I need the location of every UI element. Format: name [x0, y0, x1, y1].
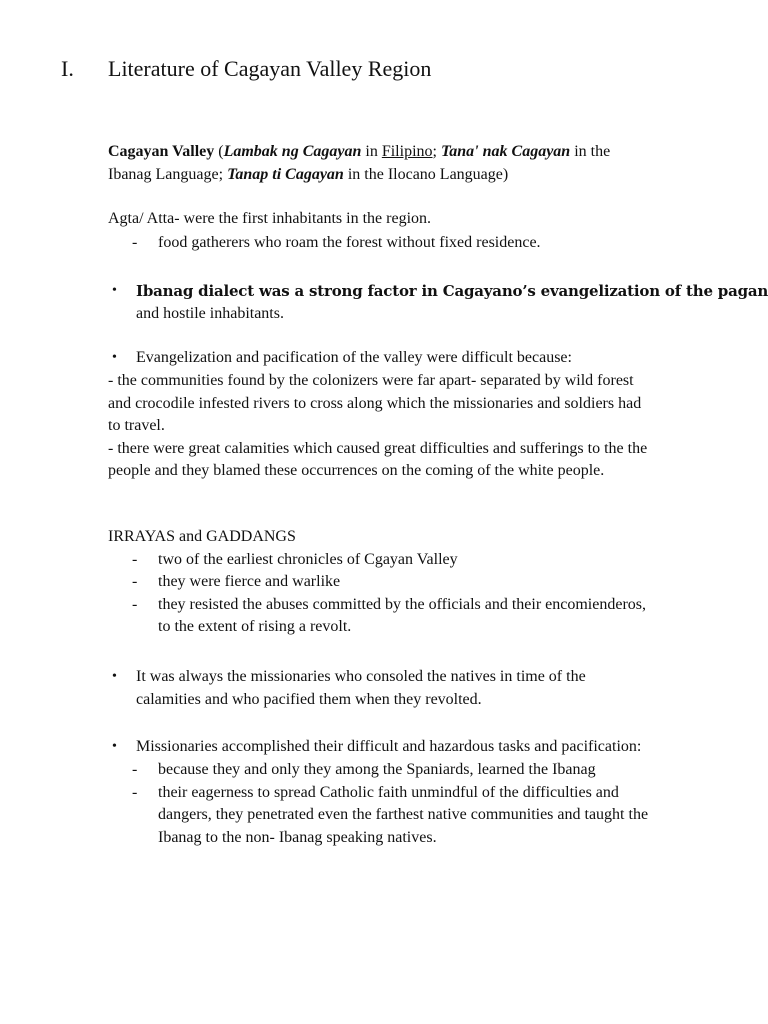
missionaries-item-text: dangers, they penetrated even the farthest native communities and taught the: [158, 806, 649, 823]
agta-item-text: food gatherers who roam the forest without fixed residence.: [158, 233, 541, 251]
dash-marker: -: [132, 573, 138, 590]
dash-marker: -: [132, 595, 138, 613]
detail-1-line-3: to travel.: [108, 417, 165, 434]
detail-1-line-2: and crocodile infested rivers to cross along which the missionaries and soldiers had: [108, 394, 642, 412]
ilocano-name: Tanap ti Cagayan: [227, 165, 344, 183]
missionaries-item-text: their eagerness to spread Catholic faith unmindful of the difficulties and: [158, 783, 619, 801]
bullet-marker: •: [112, 669, 117, 684]
missionaries-item: [108, 759, 708, 782]
agta-dash-item: [108, 232, 708, 255]
missionaries-item-text: Ibanag to the non- Ibanag speaking natives.: [158, 828, 437, 846]
agta-section: [108, 208, 708, 254]
section-heading: [61, 55, 431, 83]
bullet3-line-2: calamities and who pacified them when they revolted.: [136, 690, 482, 708]
bullet2-line-1: Evangelization and pacification of the valley were difficult because:: [136, 349, 572, 366]
bullet-marker: •: [112, 283, 117, 298]
filipino-name: Lambak ng Cagayan: [223, 143, 362, 160]
bullet3-line-1: It was always the missionaries who consoled the natives in time of the: [136, 668, 586, 685]
bullet1-line-2: and hostile inhabitants.: [136, 304, 284, 322]
dash-marker: -: [132, 550, 138, 568]
intro-line-2: [108, 164, 708, 187]
missionaries-details: [108, 759, 708, 849]
dash-marker: -: [132, 783, 138, 801]
bullet4-line-1: Missionaries accomplished their difficult and hazardous tasks and pacification:: [136, 738, 642, 755]
dash-marker: -: [132, 233, 138, 251]
irrayas-item: [108, 549, 708, 572]
irrayas-heading: IRRAYAS and GADDANGS: [108, 528, 296, 545]
irrayas-item-text: they resisted the abuses committed by the officials and their encomienderos,: [158, 595, 647, 613]
bullet-evangelization: [108, 347, 708, 370]
intro-paren: (: [214, 143, 224, 160]
irrayas-item-text: two of the earliest chronicles of Cgayan Valley: [158, 550, 458, 568]
detail-2-line-2: people and they blamed these occurrences on the coming of the white people.: [108, 462, 605, 479]
intro-in-the: in the: [570, 143, 611, 160]
bullet-marker: •: [112, 350, 117, 365]
intro-term: Cagayan Valley: [108, 143, 215, 160]
detail-2-line-1: - there were great calamities which caused great difficulties and sufferings to the the: [108, 439, 648, 457]
intro-line-1: [108, 141, 708, 164]
bullet-missionaries-accomplished: [108, 736, 708, 759]
irrayas-item-text: to the extent of rising a revolt.: [158, 618, 352, 635]
bullet1-line-1: Ibanag dialect was a strong factor in Cagayano’s evangelization of the pagan: [136, 282, 768, 300]
intro-in: in: [361, 143, 382, 160]
ibanag-name: Tana' nak Cagayan: [440, 143, 571, 160]
detail-1-line-1: - the communities found by the colonizers were far apart- separated by wild forest: [108, 372, 634, 389]
section-title: Literature of Cagayan Valley Region: [108, 56, 432, 81]
filipino-link[interactable]: Filipino: [381, 143, 433, 160]
intro-semicolon: ;: [432, 143, 441, 160]
missionaries-item-text: because they and only they among the Spaniards, learned the Ibanag: [158, 761, 596, 778]
bullet-missionaries-consoled: [108, 666, 708, 711]
bullet-ibanag-dialect: [108, 280, 768, 325]
agta-line: Agta/ Atta- were the first inhabitants in the region.: [108, 210, 432, 227]
evangelization-details: [108, 370, 708, 483]
intro-paragraph: [108, 141, 708, 186]
irrayas-section: [108, 526, 708, 639]
bullet-marker: •: [112, 739, 117, 754]
irrayas-item: [108, 594, 708, 639]
missionaries-item: [108, 782, 708, 850]
intro-line2-b: in the Ilocano Language): [343, 165, 509, 183]
intro-line2-a: Ibanag Language;: [108, 165, 228, 183]
dash-marker: -: [132, 761, 138, 778]
irrayas-item: [108, 571, 708, 594]
section-number: I.: [61, 56, 74, 81]
irrayas-item-text: they were fierce and warlike: [158, 573, 341, 590]
